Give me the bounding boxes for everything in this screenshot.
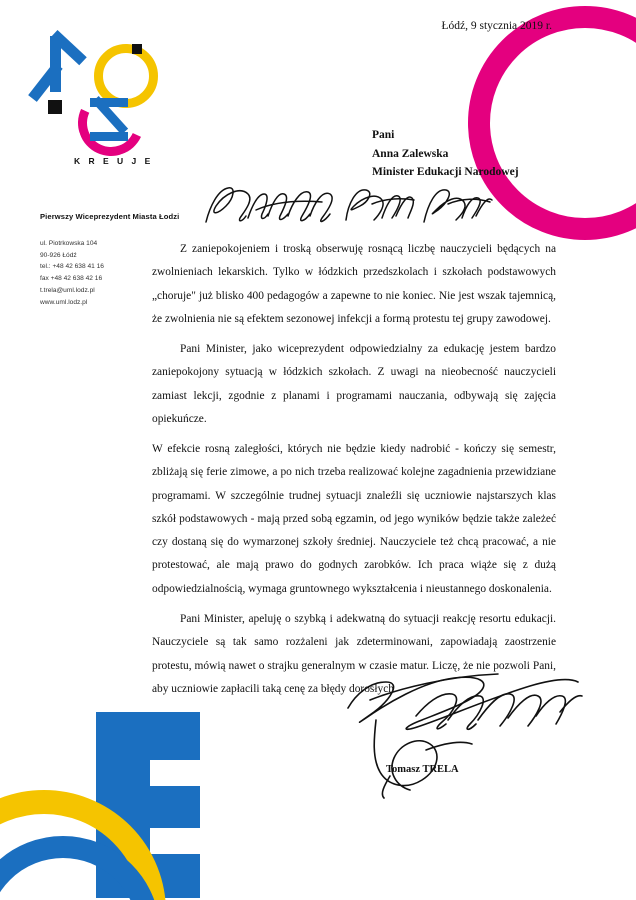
addressee-role: Minister Edukacji Narodowej <box>372 166 519 179</box>
logo-caption: K R E U J E <box>74 156 154 166</box>
handwritten-signature <box>330 660 590 800</box>
handwritten-greeting-signature <box>196 176 496 232</box>
addressee-salutation: Pani <box>372 129 395 141</box>
body-paragraph: Z zaniepokojeniem i troską obserwuję rosnącą liczbę nauczycieli będących na zwolnieniach lekarskich. Tylko w łódzkich przedszkolach i szkołach podstawowych „choruje" już blisko 400 pedagogów a zapewne to nie koniec. Nie jest wszak tajemnicą, że zwolnienia nie są efektem sezonowej infekcji a formą protestu tej grupy zawodowej. <box>152 243 556 325</box>
logo-square-icon <box>132 44 142 54</box>
addressee-block <box>372 126 519 182</box>
blue-ring-decoration <box>0 836 160 900</box>
blue-notch-decoration <box>150 828 200 854</box>
kreuje-logo <box>36 28 166 188</box>
signature-name: Tomasz TRELA <box>386 764 459 775</box>
blue-notch-decoration <box>150 760 200 786</box>
sender-email: t.trela@uml.lodz.pl <box>40 286 95 294</box>
date-line: Łódź, 9 stycznia 2019 r. <box>441 20 552 32</box>
body-paragraph: Pani Minister, jako wiceprezydent odpowiedzialny za edukację jestem bardzo zaniepokojony sytuacją w łódzkich szkołach. Z uwagi na nieobecność nauczycieli zamiast lekcji, zgodnie z planami i programami nauczania, odbywają się zajęcia opiekuńcze. <box>152 343 556 425</box>
logo-square-icon <box>48 100 62 114</box>
body-paragraph: Pani Minister, apeluję o szybką i adekwatną do sytuacji reakcję resortu edukacji. Nauczyciele są tak samo rozżaleni jak zdeterminowani, zapowiadają zaostrzenie protestu, mówią nawet o strajku generalnym w czasie matur. Liczę, że nie pozwoli Pani, aby uczniowie zapłacili taką cenę za błędy dorosłych. <box>152 612 556 695</box>
letter-body <box>152 238 556 708</box>
body-paragraph: W efekcie rosną zaległości, których nie będzie kiedy nadrobić - kończy się semestr, zbliżają się ferie zimowe, a po nich trzeba realizować kolejne zagadnienia przewidziane programami. W szczególnie trudnej sytuacji znaleźli się uczniowie najstarszych klas szkół podstawowych - mają przed sobą egzamin, od jego wyników będzie także zależeć czy dostaną się do wymarzonej szkoły średniej. Nauczyciele też chcą pracować, a nie protestować, ale mają prawo do godnych zarobków. Ich praca wiąże się z dużą odpowiedzialnością, wymaga gruntownego wykształcenia i nieustannego doskonalenia. <box>152 443 556 595</box>
blue-block-decoration <box>96 712 200 898</box>
sender-title: Pierwszy Wiceprezydent Miasta Łodzi <box>40 212 180 221</box>
sender-address-line1: ul. Piotrkowska 104 <box>40 240 98 247</box>
logo-z-icon <box>90 98 132 142</box>
yellow-ring-decoration <box>0 790 166 900</box>
sender-website: www.uml.lodz.pl <box>40 298 88 306</box>
sender-address-line2: 90-926 Łódź <box>40 251 77 259</box>
addressee-name: Anna Zalewska <box>372 147 449 160</box>
sender-fax: fax +48 42 638 42 16 <box>40 275 103 283</box>
sender-phone: tel.: +48 42 638 41 16 <box>40 263 104 271</box>
